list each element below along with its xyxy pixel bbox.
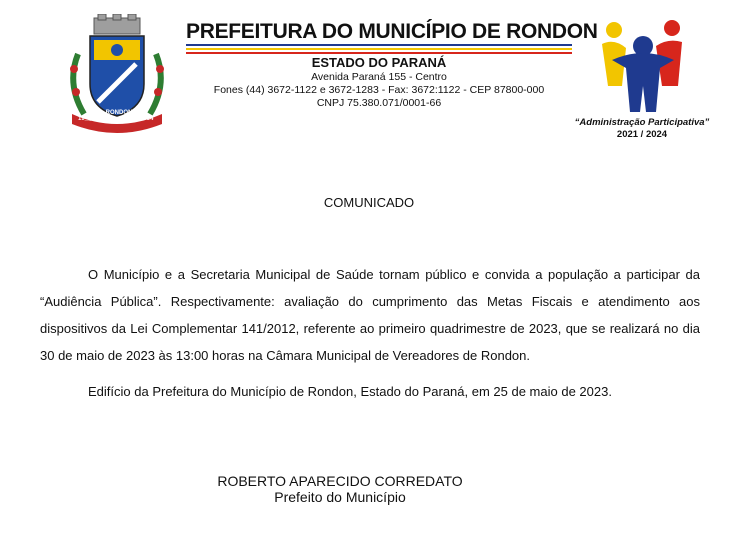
crest-ribbon-name: RONDON — [105, 110, 133, 116]
participatory-people-logo-icon — [598, 16, 688, 116]
phone-line: Fones (44) 3672-1122 e 3672-1283 - Fax: 3672:1122 - CEP 87800-000 — [213, 84, 545, 96]
stripe-yellow — [186, 48, 572, 50]
signer-name: ROBERTO APARECIDO CORREDATO — [217, 473, 463, 489]
address-line: Avenida Paraná 155 - Centro — [311, 71, 447, 83]
stripe-blue — [186, 44, 572, 46]
stripe-red — [186, 52, 572, 54]
notice-paragraph: O Município e a Secretaria Municipal de Saúde tornam público e convida a população a participar da “Audiência Pública”. Respectivamente: avaliação do cumprimento das Metas Fiscais e atendimento aos dispositivos da Lei Complementar 141/2012, referente ao primeiro quadrimestre de 2023, que se realizará no dia 30 de maio de 2023 às 13:00 horas na Câmara Municipal de Vereadores de Rondon. — [40, 267, 700, 363]
crest-ribbon-year-left: 19__ — [78, 116, 92, 122]
admin-slogan: “Administração Participativa” — [574, 117, 710, 128]
notice-date-line: Edifício da Prefeitura do Município de Rondon, Estado do Paraná, em 25 de maio de 2023. — [88, 384, 612, 399]
notice-title: COMUNICADO — [323, 195, 415, 210]
signer-role: Prefeito do Município — [274, 489, 406, 505]
state-name: ESTADO DO PARANÁ — [311, 55, 447, 70]
org-title: PREFEITURA DO MUNICÍPIO DE RONDON — [186, 20, 598, 43]
cnpj-line: CNPJ 75.380.071/0001-66 — [316, 97, 442, 109]
crest-ribbon-year-right: 1954 — [140, 116, 154, 122]
admin-years: 2021 / 2024 — [616, 129, 668, 140]
